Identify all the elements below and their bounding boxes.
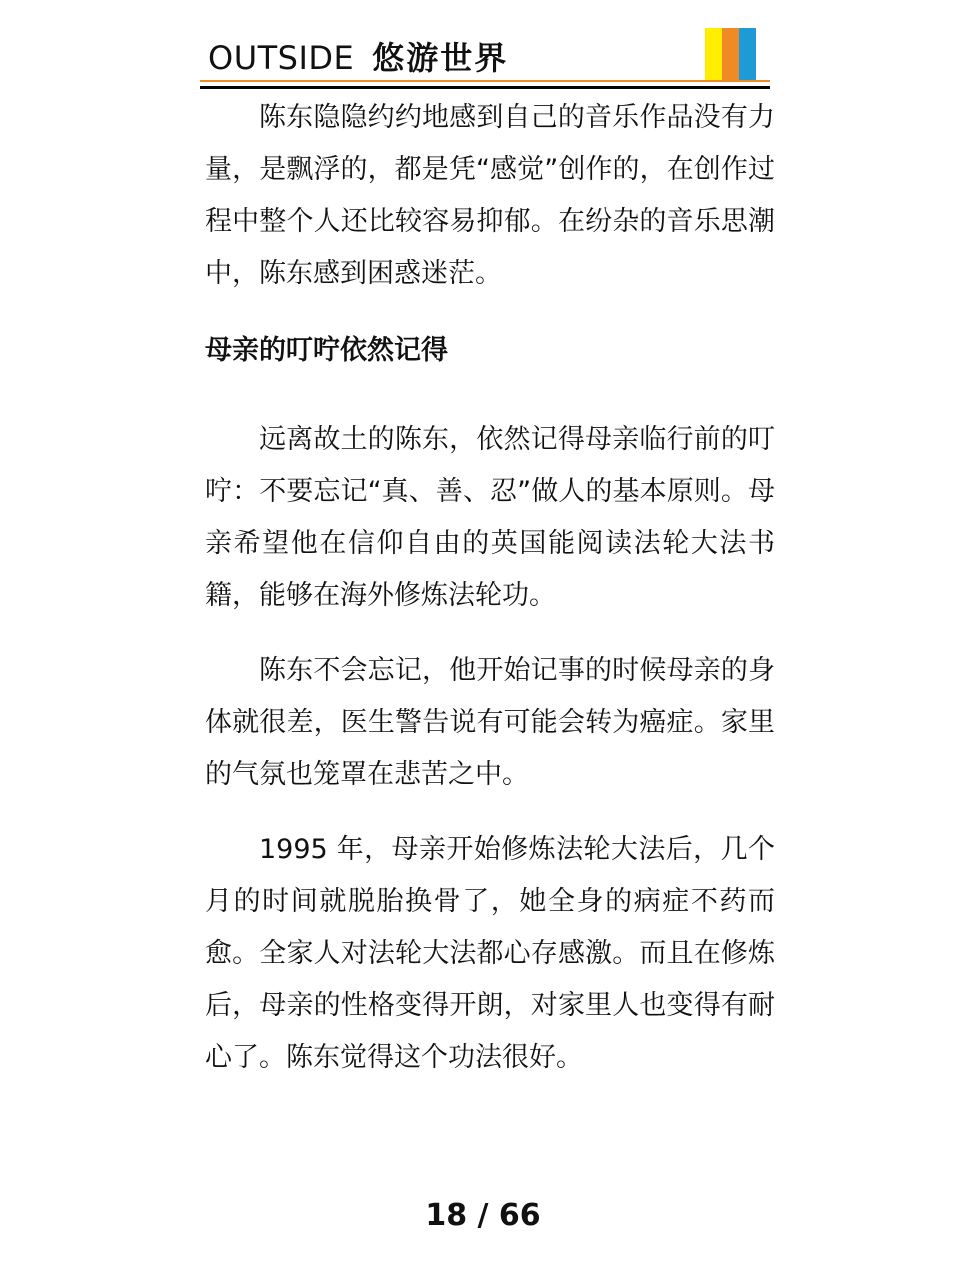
yellow-bar [705,28,722,80]
section-heading: 母亲的叮咛依然记得 [205,335,448,366]
magazine-title-cn: 悠游世界 [372,39,509,77]
color-bars-decoration [705,28,756,80]
header-divider-orange [200,80,770,82]
paragraph: 1995 年，母亲开始修炼法轮大法后，几个月的时间就脱胎换骨了，她全身的病症不药而愈。全家人对法轮大法都心存感激。而且在修炼后，母亲的性格变得开朗，对家里人也变得有耐心了。陈东觉得这个功法很好。 [205,834,775,1073]
paragraph: 远离故土的陈东，依然记得母亲临行前的叮咛：不要忘记“真、善、忍”做人的基本原则。母亲希望他在信仰自由的英国能阅读法轮大法书籍，能够在海外修炼法轮功。 [205,424,775,611]
blue-bar [739,28,756,80]
page-number: 18 / 66 [425,1198,541,1233]
orange-bar [722,28,739,80]
article-body [205,92,775,1084]
page-header [200,28,770,90]
magazine-title-en: OUTSIDE [208,39,355,77]
magazine-title [208,36,508,80]
header-divider-black [200,86,770,89]
paragraph: 陈东不会忘记，他开始记事的时候母亲的身体就很差，医生警告说有可能会转为癌症。家里的气氛也笼罩在悲苦之中。 [205,655,775,790]
paragraph: 陈东隐隐约约地感到自己的音乐作品没有力量，是飘浮的，都是凭“感觉”创作的，在创作过程中整个人还比较容易抑郁。在纷杂的音乐思潮中，陈东感到困惑迷茫。 [205,102,775,289]
